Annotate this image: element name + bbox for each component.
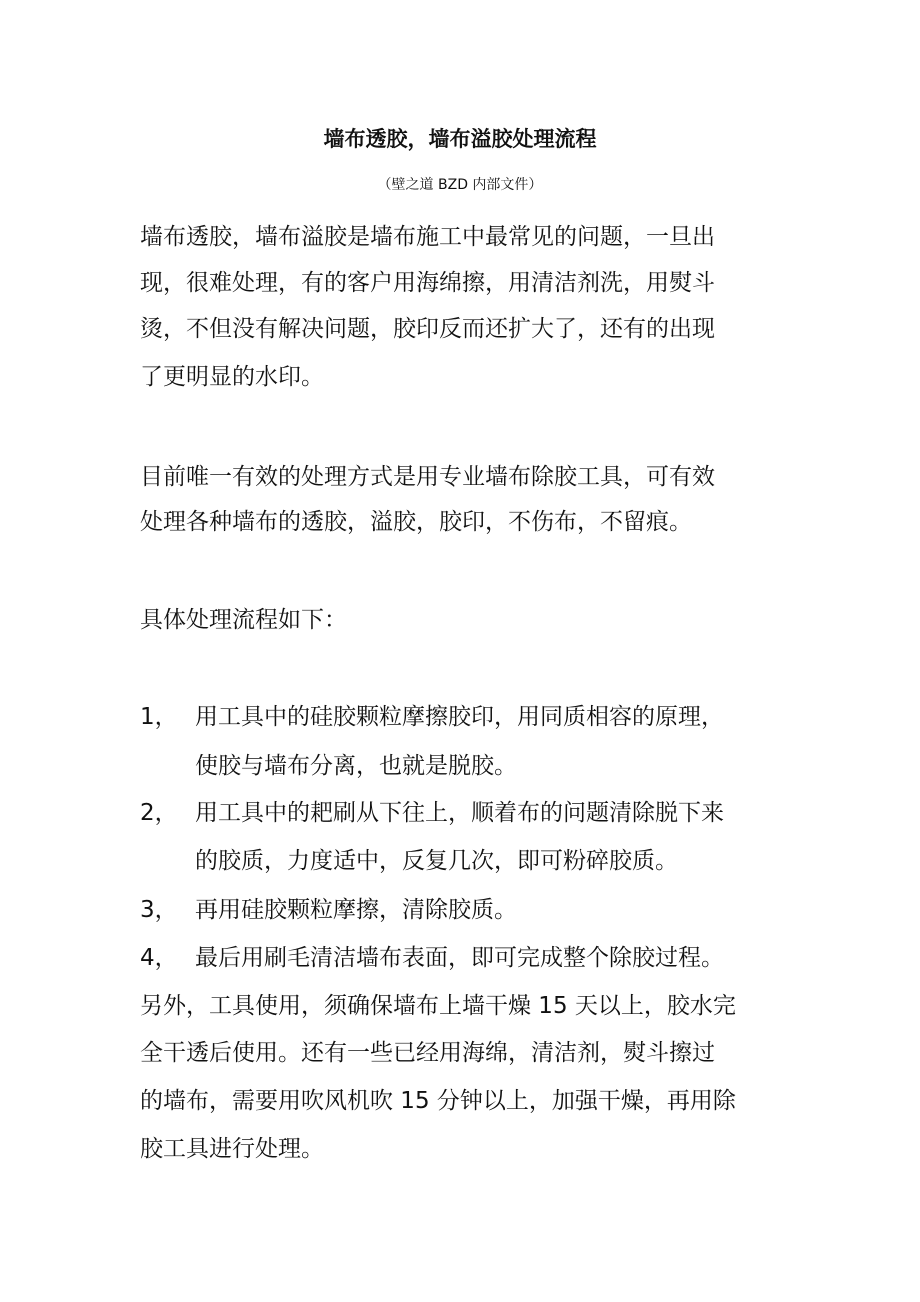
text-line: 胶工具进行处理。 [140, 1136, 324, 1162]
step-number: 2， [140, 800, 178, 826]
text-line: 墙布透胶，墙布溢胶是墙布施工中最常见的问题，一旦出 [140, 224, 715, 250]
step-text: 再用硅胶颗粒摩擦，清除胶质。 [195, 897, 517, 923]
steps-heading: 具体处理流程如下： [140, 607, 347, 633]
step-number: 4， [140, 945, 178, 971]
document-title: 墙布透胶，墙布溢胶处理流程 [323, 127, 597, 151]
text-line: 了更明显的水印。 [140, 364, 324, 390]
text-line: 全干透后使用。还有一些已经用海绵，清洁剂，熨斗擦过 [140, 1040, 715, 1066]
text-line: 另外，工具使用，须确保墙布上墙干燥 15 天以上，胶水完 [140, 993, 736, 1019]
step-text: 用工具中的硅胶颗粒摩擦胶印，用同质相容的原理， [195, 704, 724, 730]
step-text: 的胶质，力度适中，反复几次，即可粉碎胶质。 [195, 848, 678, 874]
step-text: 使胶与墙布分离，也就是脱胶。 [195, 753, 517, 779]
step-number: 1， [140, 704, 178, 730]
step-text: 用工具中的耙刷从下往上，顺着布的问题清除脱下来 [195, 800, 724, 826]
text-line: 处理各种墙布的透胶，溢胶，胶印，不伤布，不留痕。 [140, 509, 692, 535]
text-line: 的墙布，需要用吹风机吹 15 分钟以上，加强干燥，再用除 [140, 1088, 736, 1114]
step-number: 3， [140, 897, 178, 923]
step-text: 最后用刷毛清洁墙布表面，即可完成整个除胶过程。 [195, 945, 724, 971]
text-line: 烫，不但没有解决问题，胶印反而还扩大了，还有的出现 [140, 316, 715, 342]
document-subtitle: （壁之道 BZD 内部文件） [377, 177, 543, 193]
text-line: 目前唯一有效的处理方式是用专业墙布除胶工具，可有效 [140, 464, 715, 490]
text-line: 现，很难处理，有的客户用海绵擦，用清洁剂洗，用熨斗 [140, 270, 715, 296]
